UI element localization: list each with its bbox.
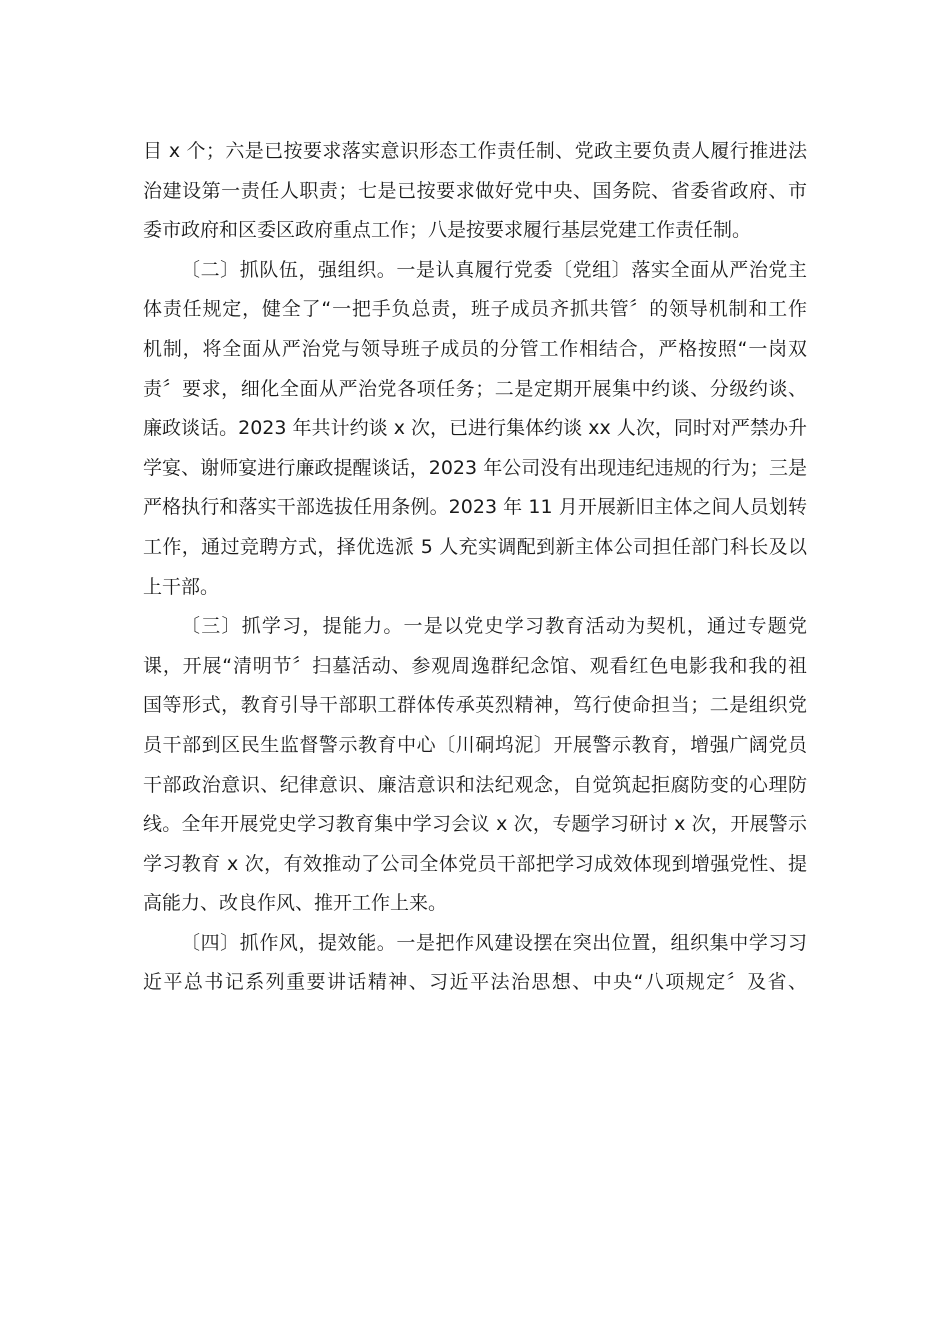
text-line: 廉政谈话。2023 年共计约谈 x 次，已进行集体约谈 xx 人次，同时对严禁办升 [143,417,807,440]
text-line: 〔四〕抓作风，提效能。一是把作风建设摆在突出位置，组织集中学习习 [181,931,807,954]
text-line: 责〞要求，细化全面从严治党各项任务；二是定期开展集中约谈、分级约谈、 [143,377,807,400]
text-line: 干部政治意识、纪律意识、廉洁意识和法纪观念，自觉筑起拒腐防变的心理防 [143,773,807,796]
text-line: 机制，将全面从严治党与领导班子成员的分管工作相结合，严格按照“一岗双 [143,337,807,360]
paragraph-section-3 [143,607,807,924]
text-line: 课，开展“清明节〞扫墓活动、参观周逸群纪念馆、观看红色电影我和我的祖 [143,654,807,677]
document-body [143,132,807,1003]
text-line: 线。全年开展党史学习教育集中学习会议 x 次，专题学习研讨 x 次，开展警示 [143,813,807,836]
text-line: 工作，通过竞聘方式，择优选派 5 人充实调配到新主体公司担任部门科长及以 [143,535,807,558]
paragraph-continued [143,132,807,251]
text-line: 委市政府和区委区政府重点工作；八是按要求履行基层党建工作责任制。 [143,219,752,242]
text-line: 高能力、改良作风、推开工作上来。 [143,892,448,915]
text-line: 体责任规定，健全了“一把手负总责，班子成员齐抓共管〞的领导机制和工作 [143,298,807,321]
text-line: 上干部。 [143,575,220,598]
text-line: 目 x 个；六是已按要求落实意识形态工作责任制、党政主要负责人履行推进法 [143,140,807,162]
text-line: 近平总书记系列重要讲话精神、习近平法治思想、中央“八项规定〞及省、 [143,971,807,994]
paragraph-section-4 [143,924,807,1003]
text-line: 严格执行和落实干部选拔任用条例。2023 年 11 月开展新旧主体之间人员划转 [143,496,807,519]
text-line: 〔三〕抓学习，提能力。一是以党史学习教育活动为契机，通过专题党 [181,615,807,638]
text-line: 治建设第一责任人职责；七是已按要求做好党中央、国务院、省委省政府、市 [143,179,807,202]
text-line: 学习教育 x 次，有效推动了公司全体党员干部把学习成效体现到增强党性、提 [143,852,807,875]
text-line: 学宴、谢师宴进行廉政提醒谈话，2023 年公司没有出现违纪违规的行为；三是 [143,456,807,479]
text-line: 员干部到区民生监督警示教育中心〔川硐坞泥〕开展警示教育，增强广阔党员 [143,733,807,756]
paragraph-section-2 [143,251,807,607]
text-line: 〔二〕抓队伍，强组织。一是认真履行党委〔党组〕落实全面从严治党主 [181,258,807,281]
text-line: 国等形式，教育引导干部职工群体传承英烈精神，笃行使命担当；二是组织党 [143,694,807,717]
